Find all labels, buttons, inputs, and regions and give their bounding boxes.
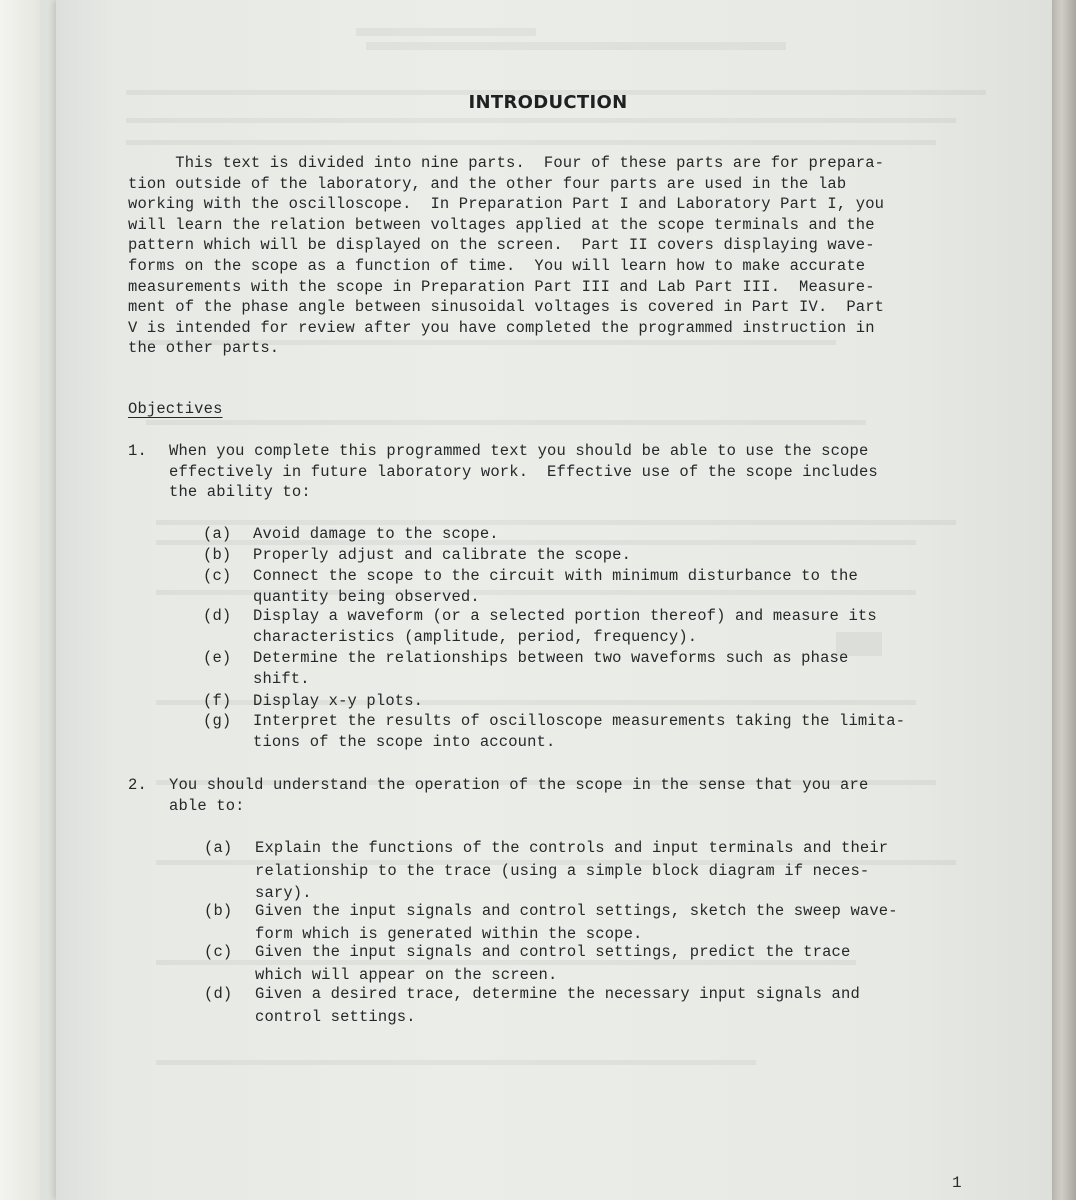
- intro-line: measurements with the scope in Preparation Part III and Lab Part III. Measure-: [128, 277, 875, 296]
- list-item-text: Display x-y plots.: [253, 692, 424, 710]
- objective-line: able to:: [169, 796, 245, 815]
- objective-line: effectively in future laboratory work. Effective use of the scope includes: [169, 462, 878, 481]
- list-item-label: (b): [204, 902, 233, 920]
- intro-line: ment of the phase angle between sinusoidal voltages is covered in Part IV. Part: [128, 298, 885, 317]
- list-item-text: Display a waveform (or a selected portion thereof) and measure its: [253, 607, 877, 625]
- list-item-text: quantity being observed.: [253, 587, 480, 606]
- list-item-label: (e): [203, 649, 232, 667]
- objective-number: 1.: [128, 442, 147, 460]
- list-item-label: (a): [203, 525, 232, 543]
- list-item-label: (g): [203, 712, 232, 730]
- intro-line: will learn the relation between voltages applied at the scope terminals and the: [128, 215, 875, 234]
- list-item-text: Determine the relationships between two waveforms such as phase: [253, 649, 849, 667]
- list-item-text: Avoid damage to the scope.: [253, 525, 499, 543]
- list-item-text: sary).: [255, 884, 312, 902]
- list-item-text: Given a desired trace, determine the necessary input signals and: [255, 985, 860, 1003]
- list-item-text: characteristics (amplitude, period, frequency).: [253, 627, 698, 646]
- list-item-text: Given the input signals and control settings, predict the trace: [255, 943, 851, 961]
- objective-line: You should understand the operation of the scope in the sense that you are: [169, 776, 869, 794]
- intro-line: This text is divided into nine parts. Four of these parts are for prepara-: [128, 154, 885, 172]
- objective-line: When you complete this programmed text you should be able to use the scope: [169, 442, 869, 460]
- list-item-label: (d): [204, 985, 233, 1003]
- intro-line: pattern which will be displayed on the screen. Part II covers displaying wave-: [128, 236, 875, 255]
- list-item-text: tions of the scope into account.: [253, 732, 556, 751]
- intro-line: forms on the scope as a function of time. You will learn how to make accurate: [128, 257, 866, 275]
- list-item-text: Connect the scope to the circuit with minimum disturbance to the: [253, 567, 858, 585]
- list-item-label: (c): [204, 943, 233, 961]
- list-item-text: Interpret the results of oscilloscope measurements taking the limita-: [253, 712, 906, 730]
- objectives-heading: Objectives: [128, 400, 223, 418]
- intro-line: the other parts.: [128, 339, 280, 358]
- list-item-label: (f): [203, 692, 232, 710]
- intro-line: tion outside of the laboratory, and the other four parts are used in the lab: [128, 174, 847, 193]
- list-item-label: (c): [203, 567, 232, 585]
- list-item-text: form which is generated within the scope.: [255, 924, 643, 943]
- list-item-text: Properly adjust and calibrate the scope.: [253, 546, 632, 564]
- list-item-label: (d): [203, 607, 232, 625]
- page-title: INTRODUCTION: [468, 92, 628, 113]
- list-item-text: control settings.: [255, 1007, 416, 1026]
- intro-line: working with the oscilloscope. In Preparation Part I and Laboratory Part I, you: [128, 195, 885, 214]
- book-right-edge: [1052, 0, 1076, 1200]
- list-item-label: (b): [203, 546, 232, 564]
- list-item-text: relationship to the trace (using a simple block diagram if neces-: [255, 861, 870, 880]
- page-number: 1: [952, 1174, 962, 1192]
- list-item-label: (a): [204, 839, 233, 857]
- objective-line: the ability to:: [169, 483, 311, 502]
- list-item-text: Explain the functions of the controls and input terminals and their: [255, 839, 889, 857]
- list-item-text: which will appear on the screen.: [255, 965, 558, 984]
- intro-line: V is intended for review after you have completed the programmed instruction in: [128, 318, 875, 337]
- objective-number: 2.: [128, 776, 147, 794]
- list-item-text: Given the input signals and control settings, sketch the sweep wave-: [255, 902, 898, 920]
- list-item-text: shift.: [253, 669, 310, 688]
